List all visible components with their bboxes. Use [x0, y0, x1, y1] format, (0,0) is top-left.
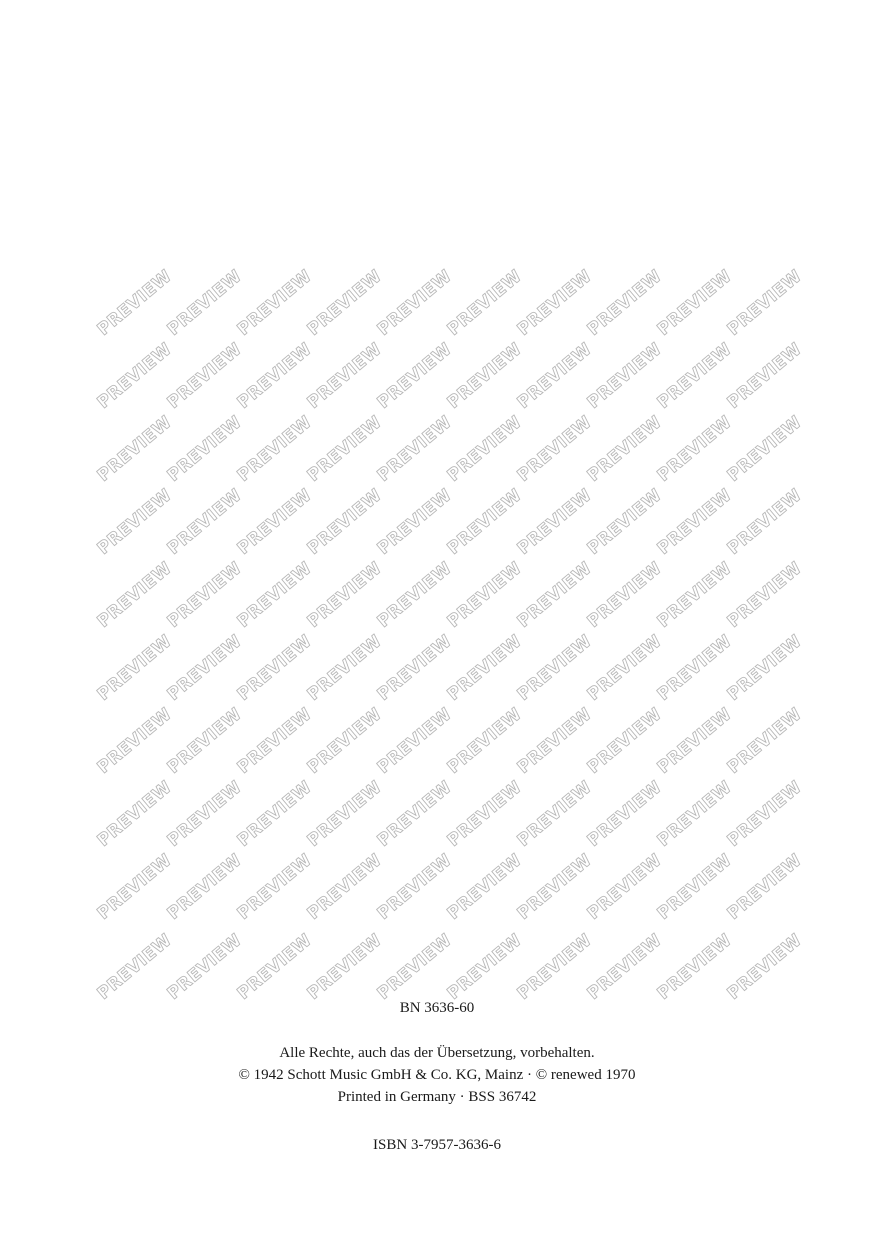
watermark-word: PREVIEW	[93, 485, 176, 559]
copyright-block	[0, 1042, 874, 1108]
watermark-word: PREVIEW	[233, 704, 316, 778]
watermark-word: PREVIEW	[373, 558, 456, 632]
watermark-word: PREVIEW	[163, 558, 246, 632]
watermark-word: PREVIEW	[653, 412, 736, 486]
watermark-word: PREVIEW	[93, 777, 176, 851]
watermark-word: PREVIEW	[163, 930, 246, 1004]
watermark-word: PREVIEW	[513, 266, 596, 340]
watermark-word: PREVIEW	[583, 266, 666, 340]
watermark-word: PREVIEW	[373, 704, 456, 778]
watermark-word: PREVIEW	[583, 930, 666, 1004]
watermark-word: PREVIEW	[723, 339, 806, 413]
watermark-word: PREVIEW	[583, 777, 666, 851]
watermark-word: PREVIEW	[373, 412, 456, 486]
publisher-number	[0, 997, 874, 1019]
watermark-word: PREVIEW	[163, 485, 246, 559]
watermark-word: PREVIEW	[653, 485, 736, 559]
printed-in-line: Printed in Germany · BSS 36742	[337, 1089, 537, 1105]
watermark-word: PREVIEW	[163, 266, 246, 340]
watermark-word: PREVIEW	[443, 631, 526, 705]
watermark-word: PREVIEW	[583, 339, 666, 413]
watermark-word: PREVIEW	[163, 339, 246, 413]
watermark-word: PREVIEW	[303, 485, 386, 559]
watermark-word: PREVIEW	[443, 704, 526, 778]
watermark-word: PREVIEW	[723, 412, 806, 486]
watermark-word: PREVIEW	[93, 339, 176, 413]
rights-reserved-line: Alle Rechte, auch das der Übersetzung, vorbehalten.	[279, 1045, 595, 1061]
watermark-word: PREVIEW	[583, 631, 666, 705]
watermark-word: PREVIEW	[443, 266, 526, 340]
isbn-text: ISBN 3-7957-3636-6	[373, 1137, 501, 1153]
watermark-word: PREVIEW	[373, 631, 456, 705]
watermark-word: PREVIEW	[653, 266, 736, 340]
watermark-word: PREVIEW	[443, 558, 526, 632]
watermark-word: PREVIEW	[653, 777, 736, 851]
watermark-word: PREVIEW	[583, 485, 666, 559]
watermark-word: PREVIEW	[513, 339, 596, 413]
watermark-word: PREVIEW	[303, 266, 386, 340]
watermark-word: PREVIEW	[93, 558, 176, 632]
watermark-word: PREVIEW	[303, 777, 386, 851]
watermark-word: PREVIEW	[163, 777, 246, 851]
watermark-word: PREVIEW	[583, 850, 666, 924]
watermark-word: PREVIEW	[233, 485, 316, 559]
watermark-word: PREVIEW	[373, 777, 456, 851]
watermark-word: PREVIEW	[653, 930, 736, 1004]
watermark-word: PREVIEW	[443, 485, 526, 559]
watermark-word: PREVIEW	[233, 266, 316, 340]
watermark-word: PREVIEW	[583, 412, 666, 486]
watermark-word: PREVIEW	[93, 266, 176, 340]
watermark-word: PREVIEW	[233, 558, 316, 632]
watermark-word: PREVIEW	[723, 485, 806, 559]
watermark-word: PREVIEW	[163, 850, 246, 924]
watermark-word: PREVIEW	[93, 930, 176, 1004]
watermark-word: PREVIEW	[303, 850, 386, 924]
watermark-word: PREVIEW	[93, 850, 176, 924]
watermark-word: PREVIEW	[93, 631, 176, 705]
watermark-word: PREVIEW	[233, 777, 316, 851]
watermark-word: PREVIEW	[163, 412, 246, 486]
watermark-word: PREVIEW	[233, 930, 316, 1004]
watermark-word: PREVIEW	[513, 930, 596, 1004]
watermark-word: PREVIEW	[723, 266, 806, 340]
watermark-word: PREVIEW	[233, 412, 316, 486]
watermark-word: PREVIEW	[723, 850, 806, 924]
watermark-word: PREVIEW	[513, 777, 596, 851]
watermark-word: PREVIEW	[373, 850, 456, 924]
watermark-word: PREVIEW	[303, 558, 386, 632]
watermark-word: PREVIEW	[513, 485, 596, 559]
watermark-word: PREVIEW	[93, 704, 176, 778]
watermark-word: PREVIEW	[513, 631, 596, 705]
watermark-word: PREVIEW	[653, 558, 736, 632]
watermark-word: PREVIEW	[723, 704, 806, 778]
watermark-word: PREVIEW	[163, 704, 246, 778]
watermark-word: PREVIEW	[443, 412, 526, 486]
copyright-line: © 1942 Schott Music GmbH & Co. KG, Mainz · © renewed 1970	[238, 1067, 636, 1083]
watermark-word: PREVIEW	[233, 631, 316, 705]
watermark-word: PREVIEW	[373, 485, 456, 559]
watermark-word: PREVIEW	[163, 631, 246, 705]
watermark-word: PREVIEW	[233, 339, 316, 413]
isbn-block	[0, 1134, 874, 1156]
watermark-word: PREVIEW	[513, 850, 596, 924]
watermark-word: PREVIEW	[373, 930, 456, 1004]
watermark-word: PREVIEW	[443, 339, 526, 413]
watermark-word: PREVIEW	[723, 930, 806, 1004]
watermark-word: PREVIEW	[373, 339, 456, 413]
watermark-word: PREVIEW	[653, 631, 736, 705]
watermark-word: PREVIEW	[233, 850, 316, 924]
watermark-word: PREVIEW	[303, 704, 386, 778]
watermark-word: PREVIEW	[443, 777, 526, 851]
watermark-word: PREVIEW	[303, 930, 386, 1004]
watermark-word: PREVIEW	[443, 850, 526, 924]
watermark-word: PREVIEW	[723, 631, 806, 705]
watermark-word: PREVIEW	[443, 930, 526, 1004]
watermark-word: PREVIEW	[303, 339, 386, 413]
watermark-word: PREVIEW	[653, 339, 736, 413]
watermark-word: PREVIEW	[513, 558, 596, 632]
watermark-word: PREVIEW	[93, 412, 176, 486]
watermark-word: PREVIEW	[723, 777, 806, 851]
watermark-word: PREVIEW	[653, 704, 736, 778]
watermark-word: PREVIEW	[303, 412, 386, 486]
watermark-word: PREVIEW	[723, 558, 806, 632]
bn-text: BN 3636-60	[399, 1000, 475, 1016]
watermark-word: PREVIEW	[373, 266, 456, 340]
watermark-word: PREVIEW	[653, 850, 736, 924]
watermark-word: PREVIEW	[583, 558, 666, 632]
watermark-word: PREVIEW	[583, 704, 666, 778]
watermark-word: PREVIEW	[513, 412, 596, 486]
watermark-word: PREVIEW	[303, 631, 386, 705]
watermark-word: PREVIEW	[513, 704, 596, 778]
